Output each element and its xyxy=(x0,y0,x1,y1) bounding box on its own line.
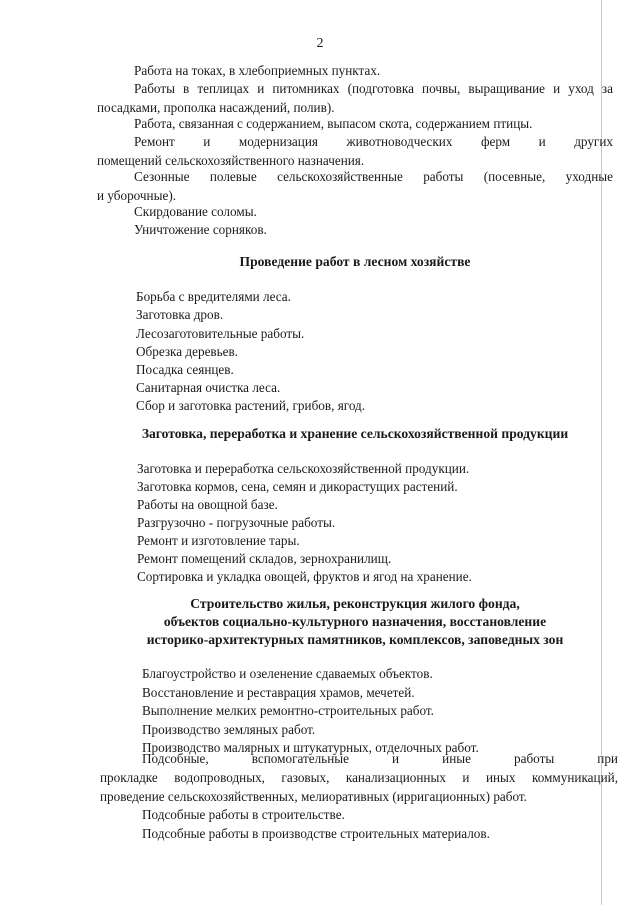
list-item: Ремонт и модернизация животноводческих ферм и других помещений сельскохозяйственного назначения. xyxy=(97,134,613,169)
list-item: Сортировка и укладка овощей, фруктов и ягод на хранение. xyxy=(137,569,472,584)
list-item: Посадка сеянцев. xyxy=(136,362,234,377)
list-item: Работы в теплицах и питомниках (подготовка почвы, выращивание и уход за посадками, прополка насаждений, полив). xyxy=(97,81,613,116)
list-item: Обрезка деревьев. xyxy=(136,344,239,359)
list-item: Заготовка и переработка сельскохозяйственной продукции. xyxy=(137,461,470,476)
list-item: Благоустройство и озеленение сдаваемых объектов. xyxy=(142,666,433,681)
list-item: Работа на токах, в хлебоприемных пунктах. xyxy=(134,63,381,78)
list-item: Лесозаготовительные работы. xyxy=(136,326,305,341)
list-item: Ремонт и изготовление тары. xyxy=(137,533,300,548)
list-item: Уничтожение сорняков. xyxy=(134,222,267,237)
section-heading-forestry: Проведение работ в лесном хозяйстве xyxy=(239,254,471,269)
list-item: Производство малярных и штукатурных, отделочных работ. xyxy=(142,740,479,755)
section-heading-construction-line-3: историко-архитектурных памятников, комплексов, заповедных зон xyxy=(146,632,564,647)
list-item: Работа, связанная с содержанием, выпасом скота, содержанием птицы. xyxy=(134,116,533,131)
list-item: Выполнение мелких ремонтно-строительных работ. xyxy=(142,703,434,718)
list-item: Подсобные, вспомогательные и иные работы при прокладке водопроводных, газовых, канализационных и иных коммуникаций, проведение сельскохозяйственных, мелиоративных (ирригационных) работ. xyxy=(100,751,618,805)
list-item: Производство земляных работ. xyxy=(142,722,316,737)
section-heading-construction-line-2: объектов социально-культурного назначения, восстановление xyxy=(163,614,547,629)
list-item: Ремонт помещений складов, зернохранилищ. xyxy=(137,551,392,566)
list-item: Разгрузочно - погрузочные работы. xyxy=(137,515,336,530)
list-item: Сезонные полевые сельскохозяйственные работы (посевные, уходные и уборочные). xyxy=(97,169,613,204)
list-item: Восстановление и реставрация храмов, мечетей. xyxy=(142,685,415,700)
section-heading-processing: Заготовка, переработка и хранение сельскохозяйственной продукции xyxy=(141,426,569,441)
list-item: Сбор и заготовка растений, грибов, ягод. xyxy=(136,398,366,413)
list-item: Подсобные работы в строительстве. xyxy=(142,807,345,822)
section-heading-construction-line-1: Строительство жилья, реконструкция жилого фонда, xyxy=(190,596,520,611)
list-item: Подсобные работы в производстве строительных материалов. xyxy=(142,826,490,841)
list-item: Заготовка дров. xyxy=(136,307,224,322)
list-item: Заготовка кормов, сена, семян и дикорастущих растений. xyxy=(137,479,458,494)
list-item: Борьба с вредителями леса. xyxy=(136,289,291,304)
page-number: 2 xyxy=(316,36,324,51)
list-item: Скирдование соломы. xyxy=(134,204,257,219)
list-item: Санитарная очистка леса. xyxy=(136,380,281,395)
list-item: Работы на овощной базе. xyxy=(137,497,278,512)
